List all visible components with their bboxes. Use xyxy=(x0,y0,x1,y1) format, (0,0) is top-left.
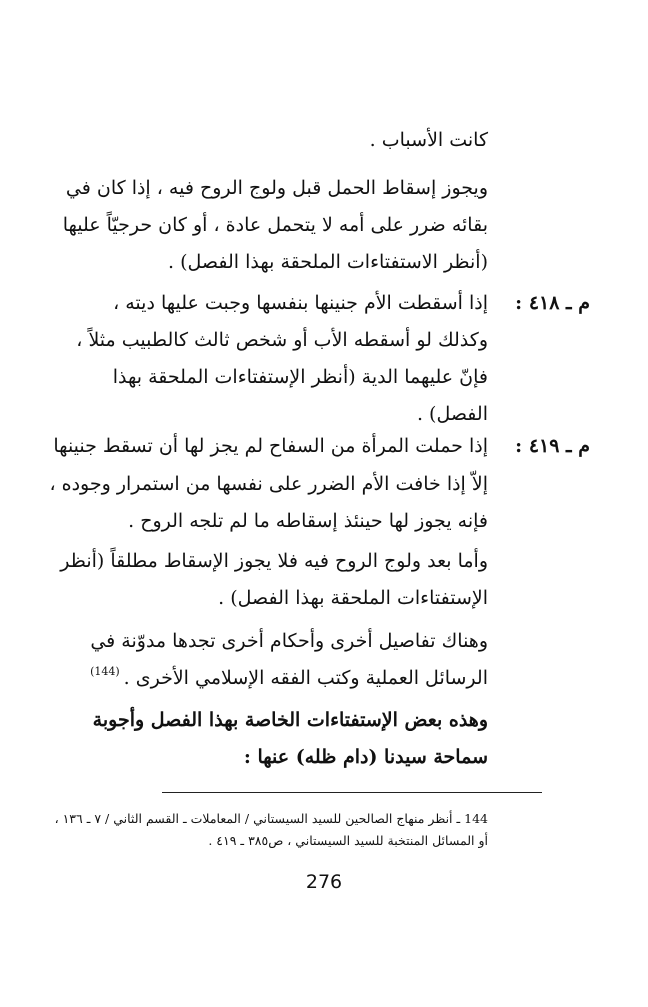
text-line xyxy=(90,665,488,694)
text-line-content: الإستفتاءات الملحقة بهذا الفصل) . xyxy=(218,587,488,609)
text-line xyxy=(53,433,488,459)
issue-number: م ـ ٤١٨ : xyxy=(515,292,590,314)
text-line xyxy=(49,471,488,497)
footnote-line: 144 ـ أنظر منهاج الصالحين للسيد السيستاني / المعاملات ـ القسم الثاني / ٧ ـ ١٣٦ ، xyxy=(54,811,488,826)
text-line xyxy=(133,585,488,611)
text-line-content: وهذه بعض الإستفتاءات الخاصة بهذا الفصل وأجوبة xyxy=(92,709,488,731)
text-line-content: إلاّ إذا خافت الأم الضرر على نفسها من استمرار وجوده ، xyxy=(49,473,488,495)
text-line-content: وهناك تفاصيل أخرى وأحكام أخرى تجدها مدوّنة في xyxy=(90,630,488,652)
text-line-content: الفصل) . xyxy=(416,403,488,425)
text-line xyxy=(62,212,488,238)
footnote-reference: (144) xyxy=(90,665,120,678)
text-line xyxy=(133,249,488,275)
text-line-content: ويجوز إسقاط الحمل قبل ولوج الروح فيه ، إذا كان في xyxy=(65,177,488,199)
footnote-separator xyxy=(162,792,542,793)
issue-number: م ـ ٤١٩ : xyxy=(515,435,590,457)
text-line xyxy=(133,744,488,770)
text-line-content: بقائه ضرر على أمه لا يتحمل عادة ، أو كان حرجيّاً عليها xyxy=(62,214,488,236)
text-line-content: سماحة سيدنا (دام ظله) عنها : xyxy=(243,746,488,768)
text-line-content: (أنظر الاستفتاءات الملحقة بهذا الفصل) . xyxy=(168,251,488,273)
text-line-content: فإنه يجوز لها حينئذ إسقاطه ما لم تلجه الروح . xyxy=(128,510,488,532)
text-line xyxy=(112,364,488,390)
text-line-content: كانت الأسباب . xyxy=(369,129,488,151)
text-line xyxy=(133,127,488,153)
text-line-content: فإنّ عليهما الدية (أنظر الإستفتاءات الملحقة بهذا xyxy=(112,366,488,388)
text-line xyxy=(128,508,488,534)
text-line xyxy=(76,327,488,353)
text-line-content: وأما بعد ولوج الروح فيه فلا يجوز الإسقاط مطلقاً (أنظر xyxy=(60,550,488,572)
page-number: 276 xyxy=(305,871,343,893)
text-line-content: الرسائل العملية وكتب الفقه الإسلامي الأخرى . xyxy=(123,667,488,689)
text-line-content: إذا حملت المرأة من السفاح لم يجز لها أن تسقط جنينها xyxy=(53,435,488,457)
text-line xyxy=(133,401,488,427)
text-line-content: وكذلك لو أسقطه الأب أو شخص ثالث كالطبيب مثلاً ، xyxy=(76,329,488,351)
text-line xyxy=(60,548,488,574)
text-line xyxy=(113,290,488,316)
footnote-line: أو المسائل المنتخبة للسيد السيستاني ، ص٣٨٥ ـ ٤١٩ . xyxy=(208,833,488,848)
text-line xyxy=(65,175,488,201)
text-line xyxy=(90,628,488,654)
text-line xyxy=(92,707,488,733)
text-line-content: إذا أسقطت الأم جنينها بنفسها وجبت عليها ديته ، xyxy=(113,292,488,314)
